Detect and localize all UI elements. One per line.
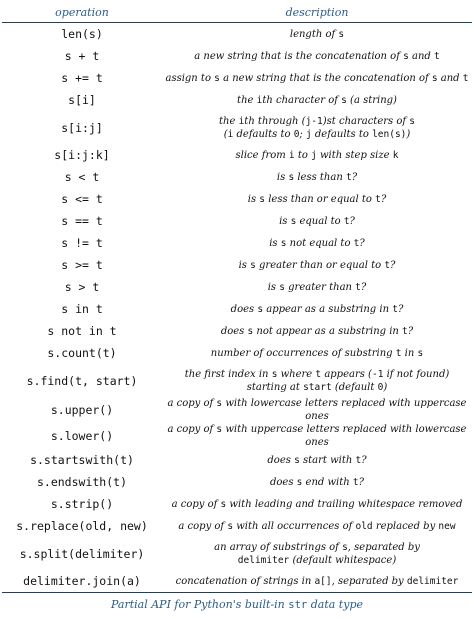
- description-text: appear as a substring in: [263, 303, 393, 315]
- code-fragment: j: [305, 128, 312, 140]
- operation-cell: s[i:j]: [61, 120, 103, 135]
- code-fragment: s: [288, 171, 295, 183]
- operation-cell: s.startswith(t): [30, 453, 134, 467]
- code-fragment: t: [395, 347, 402, 359]
- str-api-table: [2, 3, 472, 593]
- description-cell: [162, 342, 472, 364]
- table-row: [2, 493, 472, 515]
- description-text: equal to: [296, 215, 344, 227]
- description-text: less than: [294, 171, 346, 183]
- code-fragment: t: [343, 215, 350, 227]
- description-cell: [162, 210, 472, 232]
- description-text: not equal to: [286, 237, 354, 249]
- code-fragment: i: [238, 115, 245, 127]
- description-text: appears (: [321, 368, 372, 380]
- description-text: is: [238, 259, 251, 271]
- code-fragment: s: [341, 94, 347, 106]
- code-fragment: s: [220, 498, 227, 510]
- code-fragment: s: [409, 115, 415, 127]
- description-text: with leading and trailing whitespace removed: [226, 498, 463, 510]
- operation-cell: s += t: [61, 71, 103, 85]
- code-fragment: old: [355, 520, 373, 532]
- description-text: ?: [359, 237, 365, 249]
- description-text: the: [219, 115, 239, 127]
- table-row: [2, 67, 472, 89]
- description-text: ?: [407, 325, 414, 337]
- table-row: [2, 111, 472, 144]
- description-text: ?: [358, 476, 364, 488]
- operation-cell: s not in t: [47, 324, 117, 338]
- code-fragment: k: [392, 149, 399, 161]
- table-row: [2, 232, 472, 254]
- code-fragment: delimiter: [406, 575, 459, 587]
- description-text: a new string that is the concatenation of: [194, 50, 404, 62]
- description-cell: [162, 493, 472, 515]
- operation-cell: s == t: [61, 214, 103, 228]
- description-text: ): [383, 381, 388, 393]
- operation-cell: s.endswith(t): [36, 475, 127, 489]
- table-row: [2, 210, 472, 232]
- operation-cell: s in t: [61, 302, 103, 316]
- description-cell: [162, 111, 472, 144]
- table-row: [2, 423, 472, 449]
- description-text: with lowercase letters replaced with uppercase ones: [222, 398, 467, 422]
- table-row: [2, 298, 472, 320]
- operation-cell: s.lower(): [50, 429, 114, 443]
- table-header-row: [2, 3, 472, 23]
- table-row: [2, 471, 472, 493]
- description-cell: [162, 188, 472, 210]
- code-fragment: -1: [371, 368, 384, 380]
- description-text: with uppercase letters replaced with lowercase ones: [222, 424, 467, 448]
- table-row: [2, 144, 472, 166]
- description-text: , separated by: [331, 575, 407, 587]
- table-row: [2, 320, 472, 342]
- table-row: [2, 515, 472, 537]
- description-text: ?: [390, 259, 396, 271]
- code-fragment: t: [355, 454, 362, 466]
- description-text: ?: [380, 193, 387, 205]
- description-text: assign to: [165, 72, 215, 84]
- description-text: is: [279, 215, 291, 227]
- code-fragment: j-1: [305, 115, 323, 127]
- description-text: ?: [397, 303, 404, 315]
- description-cell: [162, 144, 472, 166]
- table-row: [2, 23, 472, 46]
- code-fragment: i: [256, 94, 263, 106]
- operation-cell: delimiter.join(a): [2, 570, 162, 593]
- description-text: less than or equal to: [265, 193, 376, 205]
- description-text: is: [247, 193, 260, 205]
- description-cell: [162, 276, 472, 298]
- code-fragment: s: [431, 72, 438, 84]
- table-body: [2, 23, 472, 593]
- description-text: does: [220, 325, 248, 337]
- code-fragment: s: [280, 237, 287, 249]
- description-text: the first index in: [184, 368, 272, 380]
- code-fragment: t: [392, 303, 398, 315]
- description-cell: [162, 45, 472, 67]
- description-cell: [162, 232, 472, 254]
- caption-before: Partial API for Python's built-in: [111, 598, 289, 611]
- code-fragment: s: [279, 281, 285, 293]
- operation-cell: s.strip(): [50, 497, 114, 511]
- description-cell: [162, 570, 472, 593]
- code-fragment: s: [259, 193, 266, 205]
- caption-after: data type: [307, 598, 363, 611]
- description-text: an array of substrings of: [214, 541, 343, 553]
- code-fragment: t: [353, 237, 360, 249]
- code-fragment: s: [216, 424, 223, 435]
- operation-cell: s <= t: [61, 192, 103, 206]
- code-fragment: s: [214, 72, 220, 84]
- description-cell: [162, 397, 472, 423]
- code-fragment: s: [247, 325, 254, 337]
- description-text: ?: [360, 281, 367, 293]
- code-fragment: 0: [293, 128, 300, 140]
- description-text: (default: [331, 381, 378, 393]
- description-text: a copy of: [178, 520, 228, 532]
- code-fragment: delimiter: [237, 554, 290, 566]
- code-fragment: s: [417, 347, 424, 359]
- description-text: with all occurrences of: [233, 520, 356, 532]
- operation-cell: s > t: [64, 280, 100, 294]
- description-text: a new string that is the concatenation of: [219, 72, 432, 84]
- code-fragment: s: [296, 476, 303, 488]
- description-text: length of: [289, 28, 339, 40]
- api-table-document: [2, 3, 472, 611]
- operation-cell: s[i:j:k]: [54, 148, 110, 162]
- description-text: (: [223, 128, 228, 140]
- code-fragment: s: [338, 28, 345, 40]
- operation-cell: len(s): [61, 27, 103, 41]
- description-text: starting at: [246, 381, 304, 393]
- code-fragment: s: [227, 520, 234, 532]
- code-fragment: s: [342, 541, 348, 553]
- description-text: a copy of: [167, 398, 217, 409]
- operation-cell: s.split(delimiter): [19, 546, 145, 561]
- description-text: , separated by: [347, 541, 420, 553]
- code-fragment: len(s): [372, 128, 407, 140]
- description-text: ?: [351, 171, 358, 183]
- header-operation: operation: [2, 3, 162, 23]
- caption-code: str: [288, 599, 308, 611]
- operation-cell: s[i]: [68, 93, 96, 107]
- table-row: [2, 364, 472, 397]
- code-fragment: 0: [377, 381, 384, 393]
- description-text: if not found): [383, 368, 450, 380]
- code-fragment: s: [216, 398, 223, 409]
- code-fragment: t: [402, 325, 408, 337]
- table-row: [2, 570, 472, 593]
- description-text: greater than: [284, 281, 356, 293]
- code-fragment: t: [384, 259, 391, 271]
- operation-cell: s.count(t): [47, 346, 117, 360]
- code-fragment: t: [352, 476, 359, 488]
- code-fragment: t: [462, 72, 469, 84]
- description-text: start with: [299, 454, 356, 466]
- description-cell: [162, 254, 472, 276]
- operation-cell: s >= t: [61, 258, 103, 272]
- code-fragment: s: [403, 50, 409, 62]
- description-text: th through (: [244, 115, 306, 127]
- description-cell: [162, 537, 472, 570]
- description-cell: [162, 515, 472, 537]
- description-text: and: [408, 50, 434, 62]
- code-fragment: j: [311, 149, 317, 161]
- description-cell: [162, 23, 472, 46]
- description-cell: [162, 471, 472, 493]
- description-cell: [162, 449, 472, 471]
- description-text: ?: [361, 454, 367, 466]
- description-text: number of occurrences of substring: [210, 347, 396, 359]
- table-row: [2, 166, 472, 188]
- description-cell: [162, 423, 472, 449]
- description-text: does: [269, 476, 297, 488]
- description-cell: [162, 298, 472, 320]
- description-text: not appear as a substring in: [253, 325, 403, 337]
- description-text: end with: [302, 476, 353, 488]
- description-text: is: [267, 281, 280, 293]
- code-fragment: s: [250, 259, 256, 271]
- code-fragment: i: [288, 149, 295, 161]
- description-text: to: [294, 149, 312, 161]
- description-text: (a string): [346, 94, 397, 106]
- header-description: description: [162, 3, 472, 23]
- code-fragment: s: [290, 215, 297, 227]
- description-text: ?: [349, 215, 355, 227]
- description-text: concatenation of strings in: [175, 575, 315, 587]
- operation-cell: s.find(t, start): [26, 373, 138, 388]
- operation-cell: s < t: [64, 170, 100, 184]
- table-row: [2, 449, 472, 471]
- description-text: a copy of: [171, 498, 221, 510]
- description-text: slice from: [235, 149, 289, 161]
- table-row: [2, 537, 472, 570]
- description-cell: [162, 166, 472, 188]
- code-fragment: s: [257, 303, 264, 315]
- description-text: in: [401, 347, 418, 359]
- description-text: and: [437, 72, 463, 84]
- code-fragment: a[]: [314, 575, 332, 587]
- table-row: [2, 254, 472, 276]
- description-text: defaults to: [233, 128, 294, 140]
- description-cell: [162, 89, 472, 111]
- table-row: [2, 89, 472, 111]
- description-text: is: [276, 171, 289, 183]
- code-fragment: s: [294, 454, 300, 466]
- description-text: (default whitespace): [289, 554, 397, 566]
- description-cell: [162, 67, 472, 89]
- code-fragment: t: [355, 281, 361, 293]
- description-text: )st characters of: [322, 115, 410, 127]
- description-text: replaced by: [372, 520, 439, 532]
- code-fragment: t: [375, 193, 381, 205]
- operation-cell: s + t: [64, 49, 100, 63]
- operation-cell: s.replace(old, new): [16, 519, 148, 533]
- table-row: [2, 397, 472, 423]
- operation-cell: s != t: [61, 236, 103, 250]
- code-fragment: i: [227, 128, 234, 140]
- table-row: [2, 188, 472, 210]
- description-text: the: [237, 94, 257, 106]
- code-fragment: new: [438, 520, 456, 532]
- description-text: ): [406, 128, 411, 140]
- description-text: with step size: [316, 149, 393, 161]
- description-text: does: [267, 454, 295, 466]
- description-text: where: [277, 368, 316, 380]
- code-fragment: t: [433, 50, 440, 62]
- table-row: [2, 342, 472, 364]
- code-fragment: t: [345, 171, 352, 183]
- table-row: [2, 45, 472, 67]
- description-text: defaults to: [311, 128, 373, 140]
- description-text: is: [269, 237, 281, 249]
- table-caption: [2, 598, 472, 611]
- description-text: th character of: [262, 94, 342, 106]
- description-text: ;: [299, 128, 306, 140]
- operation-cell: s.upper(): [50, 403, 114, 417]
- description-text: greater than or equal to: [255, 259, 385, 271]
- table-row: [2, 276, 472, 298]
- code-fragment: s: [271, 368, 278, 380]
- description-text: a copy of: [167, 424, 217, 435]
- description-text: does: [230, 303, 258, 315]
- description-cell: [162, 364, 472, 397]
- code-fragment: start: [303, 381, 332, 393]
- code-fragment: t: [315, 368, 322, 380]
- description-cell: [162, 320, 472, 342]
